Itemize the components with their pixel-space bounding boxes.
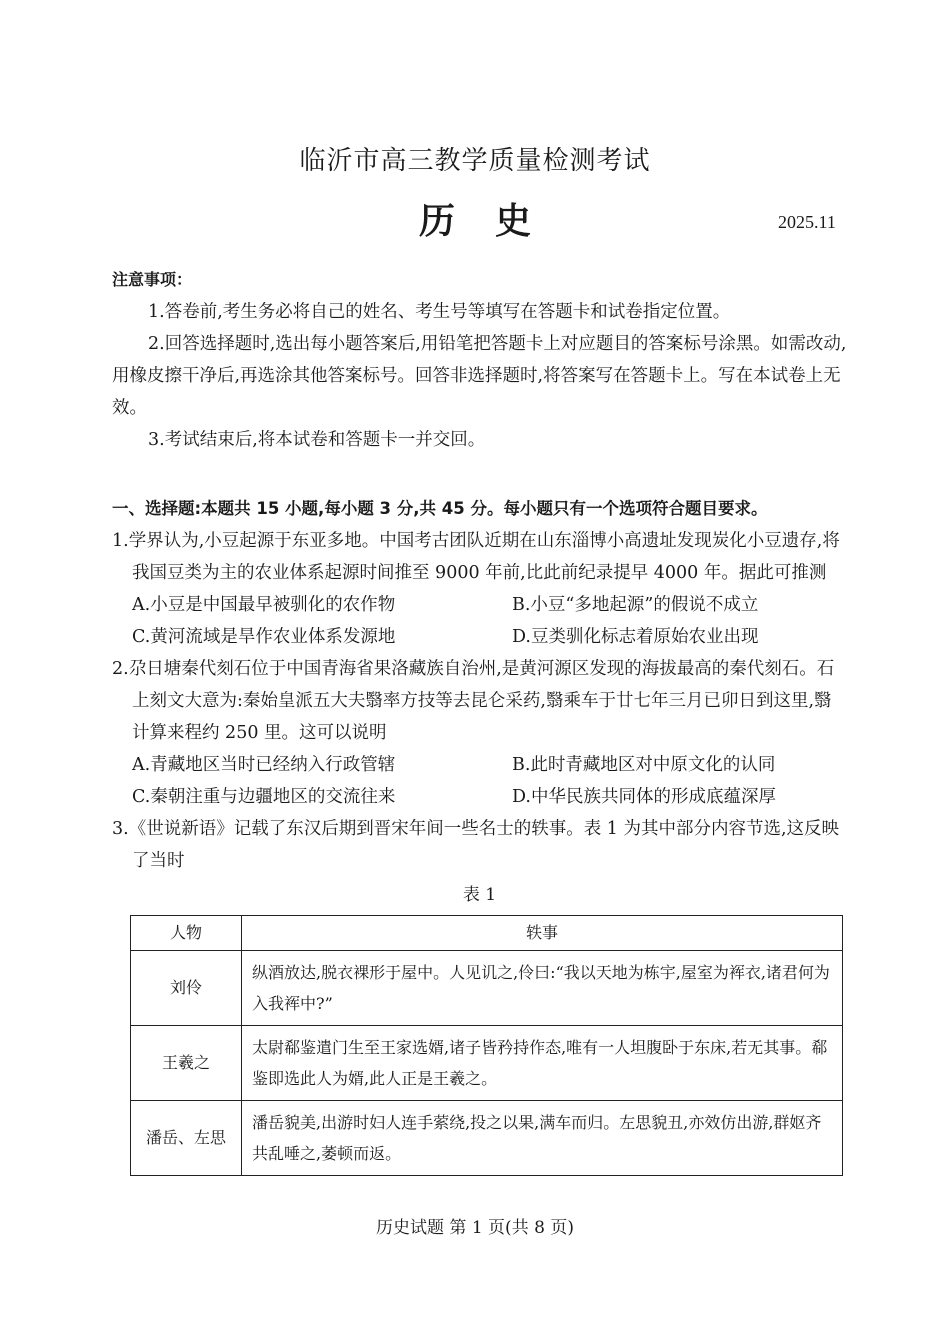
column-header-person: 人物 xyxy=(131,916,242,951)
options xyxy=(112,589,847,653)
notes-heading: 注意事项： xyxy=(112,270,193,289)
exam-title: 临沂市高三教学质量检测考试 xyxy=(299,146,651,176)
anecdote-cell: 纵酒放达,脱衣裸形于屋中。人见讥之,伶曰:“我以天地为栋宇,屋室为裈衣,诸君何为入我裈中?” xyxy=(242,951,843,1026)
page-footer: 历史试题 第 1 页(共 8 页) xyxy=(376,1218,574,1238)
question-2 xyxy=(112,653,847,813)
person-cell: 王羲之 xyxy=(131,1026,242,1101)
person-cell: 潘岳、左思 xyxy=(131,1101,242,1176)
table-caption: 表 1 xyxy=(462,885,497,905)
question-stem: 2.尕日塘秦代刻石位于中国青海省果洛藏族自治州,是黄河源区发现的海拔最高的秦代刻石。石上刻文大意为:秦始皇派五大夫翳率方技等去昆仑采药,翳乘车于廿七年三月已卯日到这里,翳计算来程约 250 里。这可以说明 xyxy=(112,659,835,743)
option-c: C.黄河流域是旱作农业体系发源地 xyxy=(132,627,396,647)
option-b: B.小豆“多地起源”的假说不成立 xyxy=(512,595,759,615)
note-item: 3.考试结束后,将本试卷和答题卡一并交回。 xyxy=(148,430,486,450)
question-3 xyxy=(112,813,847,1176)
section-heading: 一、选择题:本题共 15 小题,每小题 3 分,共 45 分。每小题只有一个选项符合题目要求。 xyxy=(112,499,768,518)
option-a: A.小豆是中国最早被驯化的农作物 xyxy=(132,595,396,615)
question-stem: 3.《世说新语》记载了东汉后期到晋宋年间一些名士的轶事。表 1 为其中部分内容节选,这反映了当时 xyxy=(112,819,840,871)
question-stem: 1.学界认为,小豆起源于东亚多地。中国考古团队近期在山东淄博小高遗址发现炭化小豆遗存,将我国豆类为主的农业体系起源时间推至 9000 年前,比此前纪录提早 4000 年。据此可推测 xyxy=(112,531,840,583)
options xyxy=(112,749,847,813)
subject-title: 历史 xyxy=(418,201,571,242)
person-cell: 刘伶 xyxy=(131,951,242,1026)
anecdote-cell: 潘岳貌美,出游时妇人连手萦绕,投之以果,满车而归。左思貌丑,亦效仿出游,群妪齐共乱唾之,萎顿而返。 xyxy=(242,1101,843,1176)
note-item: 2.回答选择题时,选出每小题答案后,用铅笔把答题卡上对应题目的答案标号涂黑。如需改动,用橡皮擦干净后,再选涂其他答案标号。回答非选择题时,将答案写在答题卡上。写在本试卷上无效。 xyxy=(112,334,847,418)
question-1 xyxy=(112,525,847,653)
option-d: D.豆类驯化标志着原始农业出现 xyxy=(512,627,759,647)
table-row xyxy=(131,1026,843,1101)
questions xyxy=(112,525,847,1176)
table-row xyxy=(131,1101,843,1176)
notes-section xyxy=(112,264,847,456)
exam-date: 2025.11 xyxy=(778,212,836,232)
option-c: C.秦朝注重与边疆地区的交流往来 xyxy=(132,787,396,807)
table-row xyxy=(131,951,843,1026)
anecdote-cell: 太尉郗鉴遣门生至王家选婿,诸子皆矜持作态,唯有一人坦腹卧于东床,若无其事。郗鉴即选此人为婿,此人正是王羲之。 xyxy=(242,1026,843,1101)
table-header-row xyxy=(131,916,843,951)
option-d: D.中华民族共同体的形成底蕴深厚 xyxy=(512,787,776,807)
option-b: B.此时青藏地区对中原文化的认同 xyxy=(512,755,776,775)
anecdote-table xyxy=(130,915,843,1176)
note-item: 1.答卷前,考生务必将自己的姓名、考生号等填写在答题卡和试卷指定位置。 xyxy=(148,302,731,322)
option-a: A.青藏地区当时已经纳入行政管辖 xyxy=(132,755,396,775)
column-header-anecdote: 轶事 xyxy=(242,916,843,951)
